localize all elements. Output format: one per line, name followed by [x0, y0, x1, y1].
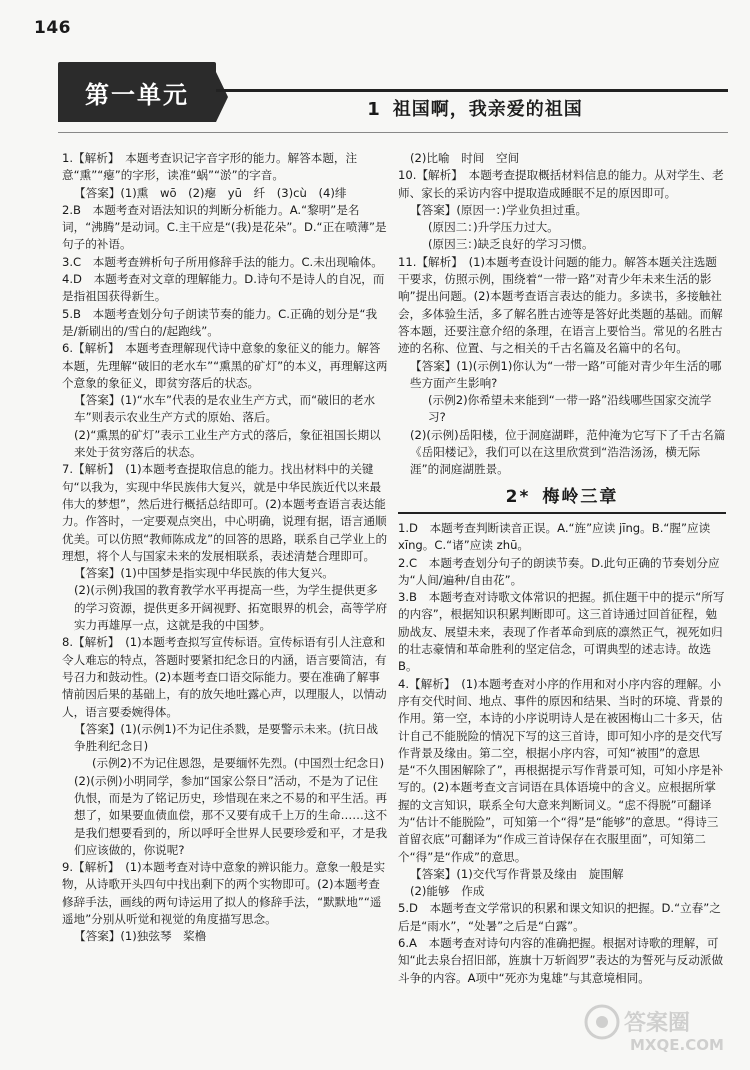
answer-paragraph: 【答案】(原因一：)学业负担过重。	[410, 202, 588, 217]
lesson-2-title	[398, 486, 726, 514]
answer-paragraph: 【答案】(1)“水车”代表的是农业生产方式，而“破旧的老水车”则表示农业生产方式的原始、落后。	[74, 393, 376, 425]
answer-paragraph: (2)(示例)我国的教育教学水平再提高一些，为学生提供更多的学习资源，提供更多开阔视野、拓宽眼界的机会，高等学府实力再雄厚一点，这就是我的中国梦。	[74, 583, 388, 633]
watermark-icon	[580, 1000, 730, 1056]
unit-title-badge	[58, 62, 216, 122]
answer-paragraph: 6.A 本题考查对诗句内容的准确把握。根据对诗歌的理解，可知“此去泉台招旧部，旌旗十万斩阎罗”表达的为誓死与反动派做斗争的内容。A项中“死亦为鬼雄”与其意境相同。	[398, 936, 724, 985]
answer-paragraph: 10.【解析】 本题考查提取概括材料信息的能力。从对学生、老师、家长的采访内容中提取造成睡眠不足的原因即可。	[398, 168, 724, 200]
answer-paragraph: 【答案】(1)独弦琴 桨橹	[74, 929, 207, 944]
left-column	[62, 150, 388, 946]
answer-paragraph: 【答案】(1)(示例1)你认为“一带一路”可能对青少年生活的哪些方面产生影响?	[410, 358, 722, 390]
right-column	[398, 150, 726, 987]
answer-paragraph: (2)(示例)小明同学，参加“国家公祭日”活动，不是为了记住仇恨，而是为了铭记历史，珍惜现在来之不易的和平生活。再想了，如果要血债血偿，那不又要有成千上万的生命……这不是我们想要看到的，所以呼吁全世界人民要珍爱和平，才是我们应该做的，你说呢?	[74, 773, 388, 857]
answer-paragraph: 2.C 本题考查划分句子的朗读节奏。D.此句正确的节奏划分应为“人间/遍种/自由花”。	[398, 555, 720, 587]
answer-paragraph: 6.【解析】 本题考查理解现代诗中意象的象征义的能力。解答本题，先理解“破旧的老水车”“熏黑的矿灯”的本义，再理解这两个意象的象征义，即贫穷落后的状态。	[62, 341, 388, 390]
answer-paragraph: 2.B 本题考查对语法知识的判断分析能力。A.“黎明”是名词，“沸腾”是动词。C.主干应是“(我)是花朵”。D.“正在喷薄”是句子的补语。	[62, 202, 387, 252]
unit-title: 第一单元	[85, 80, 189, 109]
answer-paragraph: (2)“熏黑的矿灯”表示工业生产方式的落后，象征祖国长期以来处于贫穷落后的状态。	[74, 427, 381, 460]
answer-paragraph: (示例2)不为记住恩怨，是要缅怀先烈。(中国烈士纪念日)	[92, 756, 385, 771]
answer-paragraph: 3.B 本题考查对诗歌文体常识的把握。抓住题干中的提示“所写的内容”，根据知识积累判断即可。这三首诗通过回首征程，勉励战友、展望未来，表现了作者革命到底的凛然正气，视死如归的壮志豪情和革命胜利的坚定信念，可谓典型的述志诗。故选B。	[398, 590, 725, 674]
lesson-1-name: 祖国啊，我亲爱的祖国	[392, 99, 583, 120]
answer-paragraph: 【答案】(1)中国梦是指实现中华民族的伟大复兴。	[74, 566, 334, 581]
header-rule	[216, 89, 728, 92]
watermark-logo	[580, 1000, 730, 1056]
lesson-2-number: 2*	[505, 486, 531, 507]
lesson-1-title	[230, 95, 720, 121]
answer-paragraph: 3.C 本题考查辨析句子所用修辞手法的能力。C.未出现喻体。	[62, 254, 383, 269]
answer-paragraph: (原因二：)升学压力过大。	[428, 220, 559, 235]
answer-paragraph: 5.D 本题考查文学常识的积累和课文知识的把握。D.“立春”之后是“雨水”，“处暑”之后是“白露”。	[398, 901, 721, 933]
answer-paragraph: 4.D 本题考查对文章的理解能力。D.诗句不是诗人的自况，而是指祖国获得新生。	[62, 272, 385, 304]
answer-paragraph: (2)(示例)岳阳楼，位于洞庭湖畔，范仲淹为它写下了千古名篇《岳阳楼记》，我们可以在这里欣赏到“浩浩汤汤，横无际涯”的洞庭湖胜景。	[410, 427, 726, 477]
answer-paragraph: (示例2)你希望未来能到“一带一路”沿线哪些国家交流学习?	[428, 393, 712, 425]
answer-paragraph: 5.B 本题考查划分句子朗读节奏的能力。C.正确的划分是“我是/新刷出的/雪白的/起跑线”。	[62, 306, 378, 338]
answer-paragraph: 【答案】(1)交代写作背景及缘由 旋围解	[410, 866, 624, 881]
watermark-url: MXQE.COM	[630, 1036, 724, 1054]
answer-paragraph: 8.【解析】 (1)本题考查拟写宣传标语。宣传标语有引人注意和令人难忘的特点，答题时要紧扣纪念日的内涵，语言要简洁，有号召力和鼓动性。(2)本题考查口语交际能力。要在准确了解事情前因后果的基础上，有的放矢地吐露心声，以理服人，以情动人，语言要委婉得体。	[62, 635, 387, 719]
answer-paragraph: 9.【解析】 (1)本题考查对诗中意象的辨识能力。意象一般是实物，从诗歌开头四句中找出剩下的两个实物即可。(2)本题考查修辞手法，画线的两句诗运用了拟人的修辞手法，“默默地”“遥遥地”分别从听觉和视觉的角度描写思念。	[62, 860, 386, 927]
answer-paragraph: (2)比喻 时间 空间	[410, 151, 520, 165]
answer-paragraph: 1.D 本题考查判断读音正误。A.“旌”应读 jīng。B.“腥”应读 xīng。C.“诸”应读 zhū。	[398, 520, 711, 553]
lesson-1-number: 1	[367, 99, 381, 120]
answer-paragraph: (原因三：)缺乏良好的学习习惯。	[428, 237, 594, 252]
answer-paragraph: 7.【解析】 (1)本题考查提取信息的能力。找出材料中的关键句“以我为，实现中华民族伟大复兴，就是中华民族近代以来最伟大的梦想”，然后进行概括总结即可。(2)本题考查语言表达能力。作答时，一定要观点突出，中心明确，说理有据，语言通顺优美。可以仿照“教师陈成龙”的回答的思路，联系自己学业上的理想，将个人与国家未来的发展相联系，表述清楚合理即可。	[62, 462, 388, 563]
lesson-2-name: 梅岭三章	[542, 486, 619, 507]
section-rule	[58, 132, 728, 133]
watermark-text: 答案圈	[624, 1011, 691, 1036]
answer-paragraph: 【答案】(1)熏 wō (2)瘪 yū 纤 (3)cù (4)绯	[74, 185, 347, 200]
answer-paragraph: 【答案】(1)(示例1)不为记住杀戮，是要警示未来。(抗日战争胜利纪念日)	[74, 721, 379, 754]
answer-paragraph: (2)能够 作成	[410, 884, 485, 899]
answer-paragraph: 4.【解析】 (1)本题考查对小序的作用和对小序内容的理解。小序有交代时间、地点、事件的原因和结果、当时的环境、背景的作用。第一空，本诗的小序说明诗人是在被困梅山二十多天，估计自己不能脱险的情况下写的这三首诗，即可知小序的是交代写作背景及缘由。第二空，根据小序内容，可知“被围”的意思是“不久围困解除了”，再根据提示写作背景可知，可知小序是补写的。(2)本题考查文言词语在具体语境中的含义。应根据所掌握的文言知识，联系全句大意来判断词义。“虑不得脱”可翻译为“估计不能脱险”，可知第一个“得”是“能够”的意思。“得诗三首留衣底”可翻译为“作成三首诗保存在衣服里面”，可知第二个“得”是“作成”的意思。	[398, 676, 724, 864]
page-number: 146	[34, 18, 71, 38]
answer-paragraph: 1.【解析】 本题考查识记字音字形的能力。解答本题，注意“熏”“瘪”的字形，读准“蜗”“淤”的字音。	[62, 151, 358, 183]
answer-paragraph: 11.【解析】 (1)本题考查设计问题的能力。解答本题关注选题干要求，仿照示例，围绕着“一带一路”对青少年未来生活的影响”提出问题。(2)本题考查语言表达的能力。多读书，多接触社会，多体验生活，多了解名胜古迹等是答好此类题的基础。而解答本题，还要注意介绍的条理，在语言上要恰当。常见的名胜古迹的名称、位置、与之相关的千古名篇及名篇中的名句。	[398, 254, 723, 356]
